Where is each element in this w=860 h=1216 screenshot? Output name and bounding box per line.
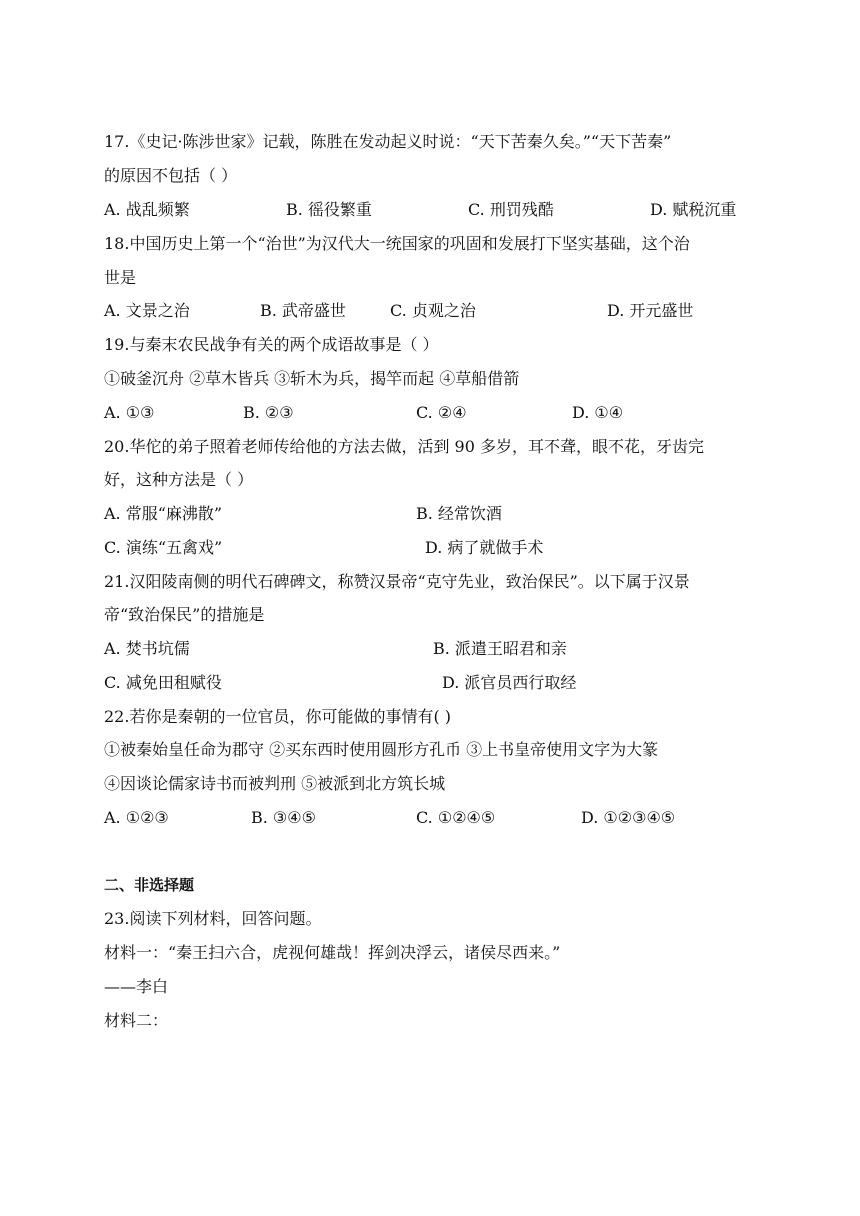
q19-option-b: B. ②③: [243, 403, 294, 422]
q22-stem-line2: ①被秦始皇任命为郡守 ②买东西时使用圆形方孔币 ③上书皇帝使用文字为大篆: [104, 740, 659, 759]
q18-option-a: A. 文景之治: [104, 301, 190, 320]
q17-option-a: A. 战乱频繁: [104, 200, 190, 219]
q21-stem-line2: 帝“致治保民”的措施是: [104, 605, 265, 624]
q20-option-d: D. 病了就做手术: [425, 538, 544, 557]
q20-option-b: B. 经常饮酒: [416, 504, 502, 523]
q17-option-c: C. 刑罚残酷: [468, 200, 554, 219]
q19-option-d: D. ①④: [572, 403, 624, 422]
q21-stem-line1: 21.汉阳陵南侧的明代石碑碑文，称赞汉景帝“克守先业，致治保民”。以下属于汉景: [104, 572, 690, 591]
q19-option-c: C. ②④: [416, 403, 467, 422]
q19-stem-line1: 19.与秦末农民战争有关的两个成语故事是（ ）: [104, 335, 439, 354]
q21-option-d: D. 派官员西行取经: [442, 673, 577, 692]
q17-stem-line2: 的原因不包括（ ）: [104, 166, 238, 185]
q20-option-c: C. 演练“五禽戏”: [104, 538, 223, 557]
q22-option-b: B. ③④⑤: [251, 808, 316, 827]
q21-option-b: B. 派遣王昭君和亲: [433, 639, 567, 658]
q20-stem-line1: 20.华佗的弟子照着老师传给他的方法去做，活到 90 多岁，耳不聋，眼不花，牙齿完: [104, 437, 704, 456]
q18-stem-line1: 18.中国历史上第一个“治世”为汉代大一统国家的巩固和发展打下坚实基础，这个治: [104, 234, 690, 253]
q23-material-2-label: 材料二：: [104, 1011, 169, 1030]
q23-material-1: 材料一：“秦王扫六合，虎视何雄哉！挥剑决浮云，诸侯尽西来。”: [104, 943, 561, 962]
q21-option-c: C. 减免田租赋役: [104, 673, 222, 692]
q18-option-d: D. 开元盛世: [607, 301, 694, 320]
q22-option-d: D. ①②③④⑤: [581, 808, 676, 827]
section-heading: 二、非选择题: [104, 876, 195, 894]
q19-option-a: A. ①③: [104, 403, 155, 422]
q23-author: ——李白: [104, 977, 169, 996]
q18-option-c: C. 贞观之治: [390, 301, 476, 320]
q22-stem-line1: 22.若你是秦朝的一位官员，你可能做的事情有( ): [104, 707, 452, 726]
q22-option-c: C. ①②④⑤: [416, 808, 496, 827]
q17-stem-line1: 17.《史记·陈涉世家》记载，陈胜在发动起义时说：“天下苦秦久矣。”“天下苦秦”: [104, 132, 672, 151]
q17-option-d: D. 赋税沉重: [650, 200, 737, 219]
q23-stem: 23.阅读下列材料，回答问题。: [104, 909, 322, 928]
q20-stem-line2: 好，这种方法是（ ）: [104, 470, 254, 489]
q18-stem-line2: 世是: [104, 268, 137, 287]
q19-stem-line2: ①破釜沉舟 ②草木皆兵 ③斩木为兵，揭竿而起 ④草船借箭: [104, 369, 520, 388]
q18-option-b: B. 武帝盛世: [260, 301, 346, 320]
q21-option-a: A. 焚书坑儒: [104, 639, 190, 658]
q17-option-b: B. 徭役繁重: [286, 200, 372, 219]
q22-stem-line3: ④因谈论儒家诗书而被判刑 ⑤被派到北方筑长城: [104, 774, 446, 793]
q20-option-a: A. 常服“麻沸散”: [104, 504, 223, 523]
q22-option-a: A. ①②③: [104, 808, 169, 827]
